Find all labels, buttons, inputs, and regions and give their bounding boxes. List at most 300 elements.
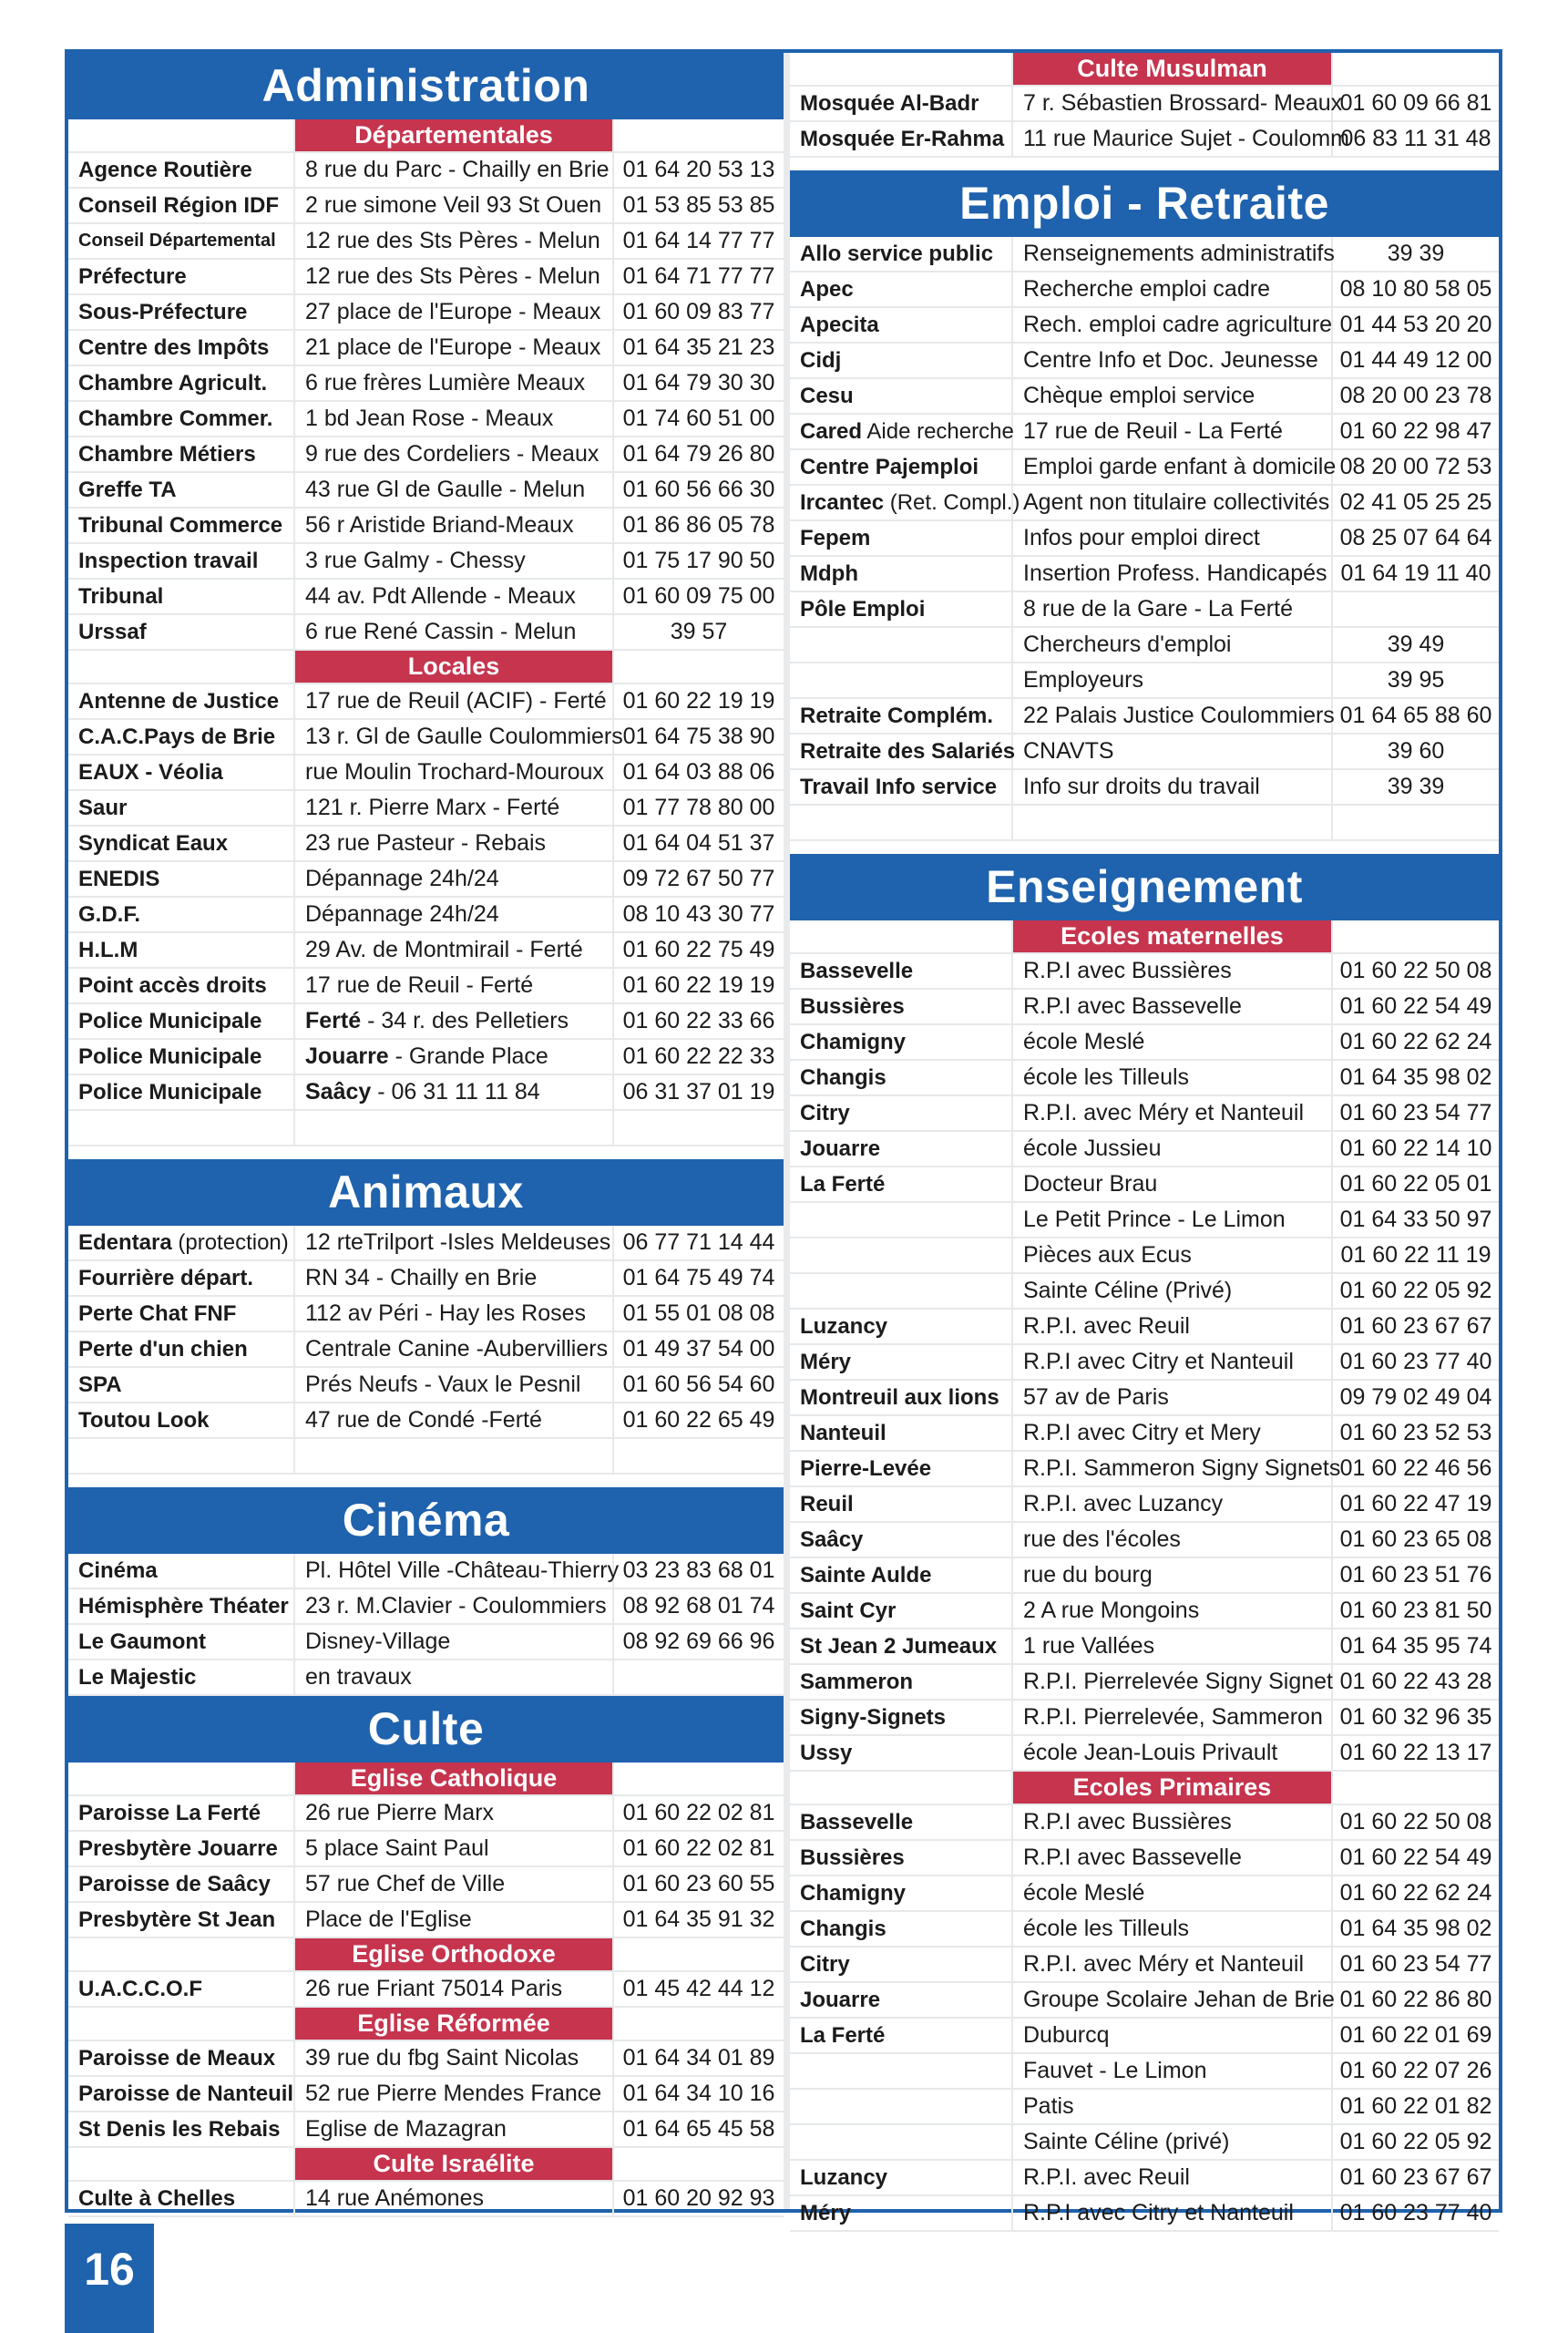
entry-phone: 01 60 22 75 49 xyxy=(622,937,775,962)
entry-address-text: R.P.I avec Bassevelle xyxy=(1023,1845,1242,1870)
entry-address xyxy=(1013,272,1333,306)
entry-name-text: Conseil Région IDF xyxy=(78,193,280,218)
entry-name-text: Edentara xyxy=(78,1230,172,1255)
entry-address xyxy=(1013,1310,1333,1343)
entry-address xyxy=(1013,699,1333,733)
entry-name xyxy=(790,1558,1013,1592)
entry-address-place: Saâcy xyxy=(305,1079,372,1105)
entry-phone: 01 60 56 54 60 xyxy=(622,1372,775,1397)
entry-name xyxy=(790,1948,1013,1981)
entry-address xyxy=(295,2041,614,2075)
blank-cell xyxy=(614,2008,784,2040)
entry-phone: 01 60 22 54 49 xyxy=(1339,993,1492,1019)
entry-address-text: 27 place de l'Europe - Meaux xyxy=(305,299,601,324)
entry-name-text: Le Majestic xyxy=(78,1665,197,1690)
entry-phone: 01 60 56 66 30 xyxy=(622,477,775,502)
subsection-row xyxy=(68,119,784,153)
entry-phone: 01 60 22 98 47 xyxy=(1339,418,1492,444)
entry-address xyxy=(1013,1948,1333,1981)
entry-address xyxy=(1013,2196,1333,2230)
entry-name xyxy=(68,366,295,400)
entry-name xyxy=(68,295,295,329)
entry-name xyxy=(68,969,295,1002)
entry-address-text: - 06 31 11 11 84 xyxy=(371,1079,540,1105)
entry-name-text: Paroisse La Ferté xyxy=(78,1801,261,1825)
entry-phone: 01 64 75 49 74 xyxy=(622,1265,775,1290)
entry-name xyxy=(68,684,295,718)
entry-name-text: Police Municipale xyxy=(78,1044,262,1069)
entry-address xyxy=(295,1439,614,1473)
entry-phone: 39 95 xyxy=(1387,667,1445,693)
entry-address xyxy=(1013,1876,1333,1910)
entry-name xyxy=(790,1345,1013,1379)
entry-name-text: Bassevelle xyxy=(800,959,914,983)
page-number: 16 xyxy=(65,2224,154,2333)
entry-address-text: Groupe Scolaire Jehan de Brie xyxy=(1023,1987,1335,2012)
directory-row xyxy=(68,2112,784,2148)
entry-name xyxy=(68,827,295,860)
entry-name xyxy=(68,1796,295,1830)
entry-address-text: Centrale Canine -Aubervilliers xyxy=(305,1336,609,1362)
directory-row xyxy=(68,1040,784,1075)
blank-cell xyxy=(68,1938,295,1970)
entry-address xyxy=(295,1332,614,1366)
entry-phone: 06 83 11 31 48 xyxy=(1340,126,1491,151)
blank-cell xyxy=(790,53,1013,85)
directory-row xyxy=(68,224,784,260)
entry-name-text: La Ferté xyxy=(800,1172,886,1197)
entry-address-text: 7 r. Sébastien Brossard- Meaux xyxy=(1023,90,1343,116)
entry-address xyxy=(1013,486,1333,519)
entry-phone: 01 64 65 45 58 xyxy=(622,2116,775,2142)
subsection-row xyxy=(68,2008,784,2041)
entry-phone: 01 60 23 77 40 xyxy=(1339,2200,1492,2225)
entry-address-text: R.P.I avec Citry et Nanteuil xyxy=(1023,1349,1294,1374)
entry-address-text: 8 rue de la Gare - La Ferté xyxy=(1023,596,1293,622)
entry-name xyxy=(68,224,295,258)
blank-cell xyxy=(614,651,784,683)
directory-row xyxy=(790,450,1499,486)
entry-name xyxy=(790,1167,1013,1201)
directory-row xyxy=(68,1589,784,1625)
entry-address xyxy=(1013,1025,1333,1059)
entry-phone: 01 60 22 05 01 xyxy=(1339,1171,1492,1197)
entry-phone: 39 60 xyxy=(1387,738,1445,764)
directory-row xyxy=(790,1629,1499,1665)
entry-name-text: Allo service public xyxy=(800,242,994,266)
entry-address-text: Pièces aux Ecus xyxy=(1023,1242,1192,1268)
entry-name xyxy=(68,862,295,896)
subsection-label-locales: Locales xyxy=(295,651,614,683)
entry-name-text: Cesu xyxy=(800,384,854,408)
entry-name-text: Montreuil aux lions xyxy=(800,1385,999,1410)
entry-address xyxy=(1013,1381,1333,1414)
entry-name xyxy=(790,1665,1013,1699)
entry-address-text: 17 rue de Reuil - La Ferté xyxy=(1023,418,1283,444)
entry-name-text: Cinéma xyxy=(78,1558,158,1583)
entry-address-text: 12 rue des Sts Pères - Melun xyxy=(305,263,600,289)
entry-phone: 01 60 22 62 24 xyxy=(1339,1029,1492,1054)
entry-address xyxy=(1013,1558,1333,1592)
entry-phone: 03 23 83 68 01 xyxy=(622,1557,775,1583)
entry-address-text: 112 av Péri - Hay les Roses xyxy=(305,1300,586,1326)
entry-name xyxy=(790,1594,1013,1628)
entry-name-text: Saur xyxy=(78,796,128,820)
entry-address xyxy=(1013,237,1333,271)
directory-row xyxy=(790,592,1499,628)
directory-row xyxy=(68,1226,784,1261)
entry-name xyxy=(68,2077,295,2111)
entry-name-text: St Jean 2 Jumeaux xyxy=(800,1634,998,1659)
entry-name-text: Inspection travail xyxy=(78,549,259,573)
entry-address xyxy=(295,1040,614,1074)
entry-address xyxy=(295,1111,614,1145)
entry-address xyxy=(295,1297,614,1331)
entry-address-text: 39 rue du fbg Saint Nicolas xyxy=(305,2045,579,2071)
entry-name-text: Sammeron xyxy=(800,1670,914,1694)
entry-phone: 01 77 78 80 00 xyxy=(622,795,775,820)
entry-address-text: 1 bd Jean Rose - Meaux xyxy=(305,406,554,431)
subsection-label-eglise-catholique: Eglise Catholique xyxy=(295,1763,614,1794)
entry-address xyxy=(1013,1096,1333,1130)
directory-row xyxy=(68,331,784,366)
entry-address-text: RN 34 - Chailly en Brie xyxy=(305,1265,538,1290)
directory-row xyxy=(790,1167,1499,1203)
entry-name xyxy=(790,122,1013,156)
directory-row xyxy=(790,1487,1499,1523)
entry-name-text: Tribunal Commerce xyxy=(78,513,283,538)
entry-phone: 01 60 22 01 82 xyxy=(1339,2093,1492,2119)
entry-phone: 01 60 22 43 28 xyxy=(1339,1669,1492,1694)
entry-name xyxy=(790,1416,1013,1450)
section-title-culte: Culte xyxy=(68,1696,784,1763)
entry-phone: 01 64 79 30 30 xyxy=(622,370,775,396)
entry-address-text: école Meslé xyxy=(1023,1029,1145,1054)
entry-name xyxy=(790,450,1013,484)
directory-row xyxy=(68,898,784,933)
entry-address xyxy=(1013,663,1333,697)
directory-row xyxy=(790,1948,1499,1983)
directory-row xyxy=(68,933,784,969)
entry-address-text: 43 rue Gl de Gaulle - Melun xyxy=(305,477,586,502)
entry-address xyxy=(295,1625,614,1659)
directory-row xyxy=(68,755,784,791)
entry-name-text: Centre Pajemploi xyxy=(800,455,979,479)
entry-name xyxy=(68,260,295,293)
blank-cell xyxy=(1333,53,1499,85)
entry-name xyxy=(790,628,1013,662)
entry-name-text: Perte d'un chien xyxy=(78,1337,248,1362)
entry-name xyxy=(68,580,295,613)
entry-name xyxy=(68,1004,295,1038)
entry-address-text: Prés Neufs - Vaux le Pesnil xyxy=(305,1372,581,1397)
entry-address-text: Dépannage 24h/24 xyxy=(305,901,499,927)
entry-phone xyxy=(614,1660,784,1694)
entry-address-text: R.P.I. Pierrelevée Signy Signet xyxy=(1023,1669,1334,1694)
entry-address-text: Fauvet - Le Limon xyxy=(1023,2058,1207,2083)
entry-phone: 08 10 80 58 05 xyxy=(1339,276,1492,302)
entry-address xyxy=(1013,954,1333,988)
directory-row xyxy=(68,544,784,580)
entry-address-text: Rech. emploi cadre agriculture xyxy=(1023,312,1333,337)
entry-phone: 01 64 35 21 23 xyxy=(622,334,775,360)
entry-phone: 01 86 86 05 78 xyxy=(622,512,775,538)
entry-name-note: (protection) xyxy=(171,1230,289,1255)
entry-phone: 08 20 00 23 78 xyxy=(1339,383,1492,408)
entry-address xyxy=(1013,1736,1333,1770)
entry-phone: 01 64 35 91 32 xyxy=(622,1906,775,1932)
entry-address xyxy=(1013,990,1333,1023)
entry-phone: 01 60 09 66 81 xyxy=(1339,90,1492,116)
entry-address-text: CNAVTS xyxy=(1023,738,1114,764)
entry-name-text: Presbytère St Jean xyxy=(78,1907,276,1932)
entry-name-text: Retraite des Salariés xyxy=(800,739,1016,764)
entry-name-text: Apecita xyxy=(800,313,879,337)
entry-phone xyxy=(1333,592,1499,626)
entry-address-text: 56 r Aristide Briand-Meaux xyxy=(305,512,574,538)
entry-address xyxy=(1013,1805,1333,1839)
directory-row xyxy=(790,486,1499,521)
entry-phone: 01 60 23 65 08 xyxy=(1339,1526,1492,1552)
entry-address xyxy=(295,224,614,258)
entry-name xyxy=(68,1403,295,1437)
entry-name-text: Paroisse de Meaux xyxy=(78,2046,276,2071)
section-gap xyxy=(790,158,1499,170)
entry-address-text: 121 r. Pierre Marx - Ferté xyxy=(305,795,560,820)
entry-address-text: R.P.I avec Bassevelle xyxy=(1023,993,1242,1019)
directory-row xyxy=(790,557,1499,592)
directory-row xyxy=(68,437,784,473)
directory-row xyxy=(790,2161,1499,2196)
entry-name xyxy=(68,473,295,507)
entry-phone: 01 60 32 96 35 xyxy=(1339,1704,1492,1730)
entry-address-text: 21 place de l'Europe - Meaux xyxy=(305,334,601,360)
directory-row xyxy=(790,1665,1499,1701)
entry-name-text: Chamigny xyxy=(800,1881,907,1906)
entry-name xyxy=(790,806,1013,839)
entry-address xyxy=(1013,770,1333,804)
entry-phone: 01 64 35 98 02 xyxy=(1339,1916,1492,1941)
entry-name-text: Hémisphère Théater xyxy=(78,1594,289,1619)
entry-name xyxy=(790,272,1013,306)
directory-row xyxy=(68,791,784,827)
directory-row xyxy=(68,1403,784,1439)
entry-name-text: Antenne de Justice xyxy=(78,689,280,714)
entry-phone: 01 60 22 01 69 xyxy=(1339,2022,1492,2048)
entry-name-text: Centre des Impôts xyxy=(78,335,270,360)
entry-address xyxy=(295,1004,614,1038)
entry-address xyxy=(1013,1487,1333,1521)
entry-address xyxy=(295,544,614,578)
directory-row xyxy=(68,1660,784,1696)
blank-cell xyxy=(614,119,784,151)
entry-address xyxy=(295,933,614,967)
entry-address xyxy=(295,2112,614,2146)
entry-name xyxy=(790,1912,1013,1946)
entry-address xyxy=(295,295,614,329)
directory-row xyxy=(790,1274,1499,1310)
entry-address xyxy=(295,827,614,860)
directory-row xyxy=(68,827,784,862)
entry-phone: 01 60 22 07 26 xyxy=(1339,2058,1492,2083)
entry-name xyxy=(68,1368,295,1402)
blank-cell xyxy=(614,2148,784,2180)
entry-name xyxy=(790,521,1013,555)
directory-row xyxy=(68,1625,784,1660)
entry-name-note: (Ret. Compl.) xyxy=(884,490,1020,515)
entry-name-text: Sainte Aulde xyxy=(800,1563,932,1588)
entry-phone: 01 64 75 38 90 xyxy=(622,724,775,749)
directory-row xyxy=(68,720,784,755)
directory-row xyxy=(790,770,1499,806)
entry-name xyxy=(68,1832,295,1865)
entry-address-text: 57 rue Chef de Ville xyxy=(305,1871,506,1896)
entry-name xyxy=(790,1736,1013,1770)
entry-address-text: 12 rue des Sts Pères - Melun xyxy=(305,228,600,253)
entry-address xyxy=(295,1972,614,2006)
directory-row xyxy=(790,122,1499,158)
entry-address-text: 23 r. M.Clavier - Coulommiers xyxy=(305,1593,607,1619)
entry-phone: 01 60 23 52 53 xyxy=(1339,1420,1492,1445)
entry-phone: 01 60 22 33 66 xyxy=(622,1008,775,1033)
entry-address-text: Emploi garde enfant à domicile xyxy=(1023,454,1337,479)
entry-phone: 08 92 69 66 96 xyxy=(622,1629,775,1654)
directory-row xyxy=(790,2019,1499,2054)
entry-phone: 09 79 02 49 04 xyxy=(1339,1384,1492,1410)
directory-row xyxy=(68,2077,784,2112)
entry-name-text: Mosquée Al-Badr xyxy=(800,91,979,116)
directory-row xyxy=(68,615,784,651)
section-title-enseignement: Enseignement xyxy=(790,854,1499,920)
entry-address xyxy=(1013,2090,1333,2123)
directory-row xyxy=(790,2054,1499,2090)
entry-address-text: 44 av. Pdt Allende - Meaux xyxy=(305,583,576,609)
entry-address-text: 5 place Saint Paul xyxy=(305,1835,489,1861)
entry-address-text: R.P.I. avec Méry et Nanteuil xyxy=(1023,1100,1305,1125)
column-divider xyxy=(784,53,790,2209)
entry-phone: 01 64 03 88 06 xyxy=(622,759,775,785)
entry-address-text: 52 rue Pierre Mendes France xyxy=(305,2081,602,2106)
entry-name-text: Changis xyxy=(800,1917,886,1941)
entry-address-text: R.P.I avec Citry et Nanteuil xyxy=(1023,2200,1294,2225)
entry-name xyxy=(68,1867,295,1901)
entry-name-text: Saâcy xyxy=(800,1527,864,1552)
entry-name-text: Jouarre xyxy=(800,1988,881,2012)
entry-name-text: H.L.M xyxy=(78,938,138,962)
directory-row xyxy=(790,2090,1499,2125)
entry-name xyxy=(68,2182,295,2215)
entry-address xyxy=(1013,2125,1333,2159)
directory-row xyxy=(68,1111,784,1146)
entry-phone: 01 60 22 50 08 xyxy=(1339,1809,1492,1835)
directory-row xyxy=(68,1297,784,1332)
entry-name xyxy=(68,1903,295,1937)
entry-name xyxy=(790,1096,1013,1130)
entry-name xyxy=(68,1625,295,1659)
entry-name-text: C.A.C.Pays de Brie xyxy=(78,725,276,749)
entry-phone: 08 25 07 64 64 xyxy=(1339,525,1492,550)
section-gap xyxy=(790,841,1499,854)
entry-name xyxy=(68,331,295,365)
subsection-row xyxy=(790,53,1499,87)
directory-row xyxy=(790,2196,1499,2232)
entry-name-text: Luzancy xyxy=(800,2165,888,2190)
directory-row xyxy=(790,1841,1499,1876)
entry-address-text: Recherche emploi cadre xyxy=(1023,276,1270,302)
entry-address-text: 6 rue René Cassin - Melun xyxy=(305,619,577,644)
entry-phone: 01 60 22 65 49 xyxy=(622,1407,775,1433)
entry-address xyxy=(1013,1629,1333,1663)
entry-phone: 01 64 19 11 40 xyxy=(1340,560,1491,586)
entry-phone: 01 74 60 51 00 xyxy=(622,406,775,431)
entry-name xyxy=(790,379,1013,413)
entry-address xyxy=(295,580,614,613)
section-title-emploi-retraite: Emploi - Retraite xyxy=(790,170,1499,237)
entry-address-text: Agent non titulaire collectivités xyxy=(1023,489,1330,515)
entry-address-text: 11 rue Maurice Sujet - Coulomm xyxy=(1023,126,1350,151)
entry-name xyxy=(790,1061,1013,1095)
directory-row xyxy=(790,1132,1499,1167)
directory-row xyxy=(68,473,784,509)
directory-row xyxy=(68,1903,784,1938)
directory-row xyxy=(68,1075,784,1111)
entry-phone: 01 64 33 50 97 xyxy=(1339,1207,1492,1232)
entry-address-text: R.P.I avec Bussières xyxy=(1023,1809,1232,1835)
directory-row xyxy=(68,1867,784,1903)
entry-name xyxy=(790,415,1013,448)
directory-row xyxy=(68,1796,784,1832)
entry-phone: 06 31 37 01 19 xyxy=(622,1079,775,1105)
entry-name-text: Reuil xyxy=(800,1492,854,1516)
entry-name xyxy=(790,1805,1013,1839)
entry-phone: 01 60 23 54 77 xyxy=(1339,1951,1492,1977)
entry-name xyxy=(68,933,295,967)
blank-cell xyxy=(1333,920,1499,952)
directory-page xyxy=(65,49,1502,2225)
entry-name xyxy=(68,1439,295,1473)
entry-name-text: Mdph xyxy=(800,561,858,586)
entry-phone: 01 60 22 05 92 xyxy=(1339,2129,1492,2154)
entry-name xyxy=(68,1040,295,1074)
entry-phone: 01 60 23 67 67 xyxy=(1339,1313,1492,1339)
entry-address xyxy=(1013,735,1333,768)
entry-address-text: 14 rue Anémones xyxy=(305,2185,484,2211)
entry-address-text: - 34 r. des Pelletiers xyxy=(361,1008,569,1033)
entry-address xyxy=(1013,1841,1333,1875)
entry-phone: 01 64 20 53 13 xyxy=(622,157,775,182)
entry-name-text: Nanteuil xyxy=(800,1421,886,1445)
directory-row xyxy=(790,1701,1499,1736)
entry-address-text: Renseignements administratifs xyxy=(1023,241,1335,266)
entry-phone: 01 60 22 47 19 xyxy=(1339,1491,1492,1516)
entry-phone: 01 64 04 51 37 xyxy=(622,830,775,856)
entry-name xyxy=(68,1075,295,1109)
entry-name xyxy=(790,308,1013,342)
directory-row xyxy=(68,295,784,331)
entry-address xyxy=(1013,1167,1333,1201)
subsection-row xyxy=(68,651,784,684)
subsection-label-departementales: Départementales xyxy=(295,119,614,151)
entry-name xyxy=(68,189,295,222)
entry-name xyxy=(790,2125,1013,2159)
entry-phone: 01 60 22 54 49 xyxy=(1339,1845,1492,1870)
entry-address xyxy=(295,473,614,507)
directory-row xyxy=(790,308,1499,344)
entry-address xyxy=(295,1796,614,1830)
entry-name-text: Signy-Signets xyxy=(800,1705,947,1730)
entry-phone: 01 60 22 14 10 xyxy=(1339,1136,1492,1161)
entry-name-text: Sous-Préfecture xyxy=(78,300,248,324)
